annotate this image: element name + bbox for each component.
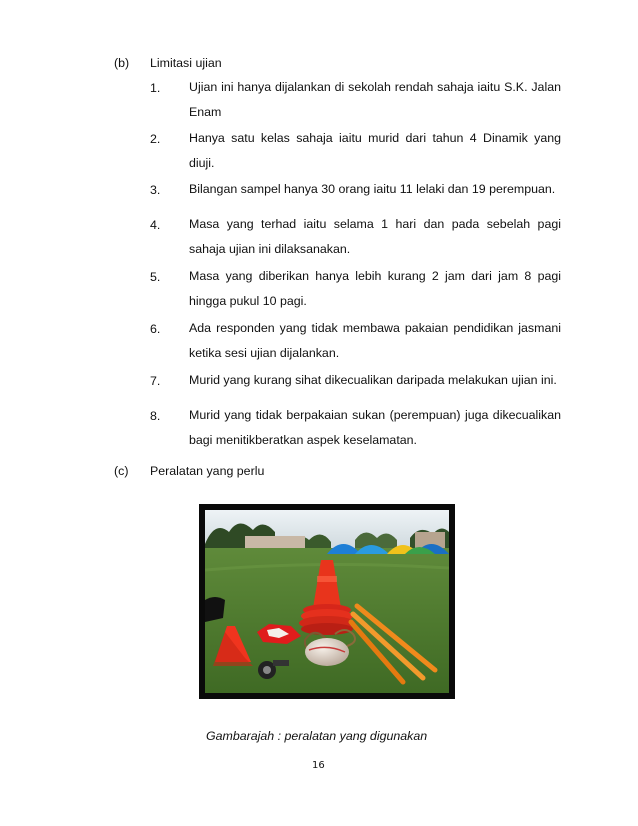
list-item-number: 5. bbox=[150, 270, 161, 284]
equipment-photo-frame bbox=[199, 504, 455, 699]
list-item-number: 8. bbox=[150, 409, 161, 423]
list-item-line: Ujian ini hanya dijalankan di sekolah rendah sahaja iaitu S.K. Jalan bbox=[189, 80, 561, 94]
list-item bbox=[189, 316, 561, 366]
list-item-line: Masa yang terhad iaitu selama 1 hari dan pada sebelah pagi bbox=[189, 217, 561, 231]
list-item-line: Enam bbox=[189, 105, 222, 119]
section-c-heading: Peralatan yang perlu bbox=[150, 464, 265, 478]
list-item-number: 7. bbox=[150, 374, 161, 388]
list-item bbox=[189, 126, 561, 176]
list-item-line: Bilangan sampel hanya 30 orang iaitu 11 lelaki dan 19 perempuan. bbox=[189, 182, 556, 196]
list-item-number: 6. bbox=[150, 322, 161, 336]
figure-caption: Gambarajah : peralatan yang digunakan bbox=[206, 729, 428, 743]
list-item-number: 4. bbox=[150, 218, 161, 232]
equipment-photo bbox=[205, 510, 449, 693]
list-item-line: Ada responden yang tidak membawa pakaian pendidikan jasmani bbox=[189, 321, 561, 335]
list-item bbox=[189, 177, 561, 202]
list-item-line: Murid yang tidak berpakaian sukan (perempuan) juga dikecualikan bbox=[189, 408, 561, 422]
list-item bbox=[189, 368, 561, 393]
list-item bbox=[189, 212, 561, 262]
list-item-number: 2. bbox=[150, 132, 161, 146]
list-item-line: ketika sesi ujian dijalankan. bbox=[189, 346, 340, 360]
section-b-heading: Limitasi ujian bbox=[150, 56, 222, 70]
list-item-line: bagi menitikberatkan aspek keselamatan. bbox=[189, 433, 417, 447]
section-b-label: (b) bbox=[114, 56, 130, 70]
section-c-label: (c) bbox=[114, 464, 129, 478]
list-item-line: Masa yang diberikan hanya lebih kurang 2 jam dari jam 8 pagi bbox=[189, 269, 561, 283]
list-item bbox=[189, 403, 561, 453]
list-item-line: Hanya satu kelas sahaja iaitu murid dari tahun 4 Dinamik yang bbox=[189, 131, 561, 145]
list-item bbox=[189, 75, 561, 125]
list-item-line: hingga pukul 10 pagi. bbox=[189, 294, 307, 308]
list-item-line: sahaja ujian ini dilaksanakan. bbox=[189, 242, 351, 256]
list-item-line: diuji. bbox=[189, 156, 215, 170]
list-item-line: Murid yang kurang sihat dikecualikan daripada melakukan ujian ini. bbox=[189, 373, 557, 387]
list-item-number: 1. bbox=[150, 81, 161, 95]
page-number: 16 bbox=[312, 760, 325, 771]
list-item-number: 3. bbox=[150, 183, 161, 197]
list-item bbox=[189, 264, 561, 314]
